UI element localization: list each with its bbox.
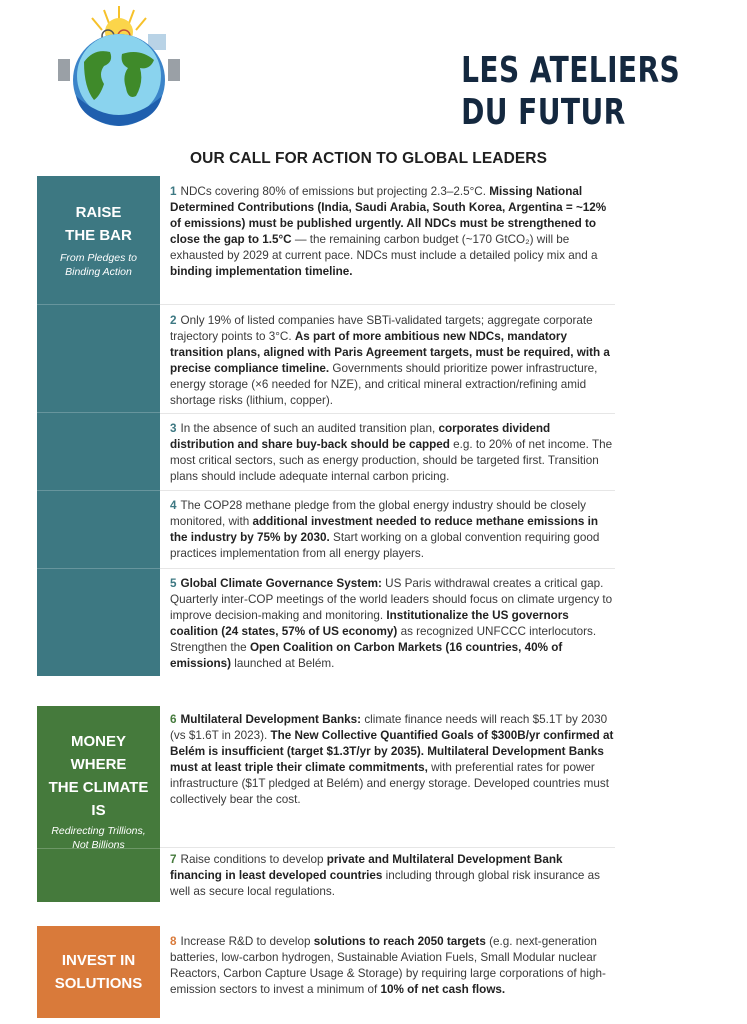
item-number: 6: [170, 713, 177, 726]
logo-globe: [44, 4, 194, 130]
item-text: as recognized UNFCCC interlocutors. Strengthen the: [170, 625, 597, 654]
item-text-bold: binding implementation timeline.: [170, 265, 353, 278]
item-text-bold: private and Multilateral Development Bank financing in least developed countries: [170, 853, 563, 882]
section-heading-line: THE BAR: [65, 227, 132, 244]
brand-line-1: LES ATELIERS: [461, 50, 681, 91]
action-item: [170, 934, 615, 998]
item-text-bold: corporates dividend distribution and share buy-back should be capped: [170, 422, 551, 451]
section-heading-line: RAISE: [75, 204, 122, 221]
brand-line-2: DU FUTUR: [461, 92, 626, 133]
section-heading-line: WHERE: [70, 756, 127, 773]
action-item: [170, 576, 615, 672]
item-text: In the absence of such an audited transition plan,: [180, 422, 439, 435]
item-number: 3: [170, 422, 177, 435]
row-divider: [160, 847, 615, 848]
item-text: Only 19% of listed companies have SBTi-validated targets; aggregate corporate trajectory points to 3°C.: [170, 314, 593, 343]
item-text: Start working on a global convention requiring good practices implementation from all energy players.: [170, 531, 600, 560]
item-text-bold: The New Collective Quantified Goals of $300B/yr confirmed at Belém is insufficient (target $1.3T/yr by 2035). Multilateral Development Banks must at least triple their climate commitments,: [170, 729, 614, 774]
item-text: — the remaining carbon budget (~170 GtCO₂) will be exhausted by 2029 at current pace. NDCs must include a detailed policy mix and a: [170, 233, 598, 262]
action-item: [170, 712, 615, 808]
item-text: Increase R&D to develop: [180, 935, 314, 948]
item-text: (e.g. next-generation batteries, low-carbon hydrogen, Sustainable Aviation Fuels, Small Modular nuclear Reactors, Carbon Capture Usage & Storage) by requiring large corporations of high-emission sectors to invest a minimum of: [170, 935, 606, 996]
action-item: [170, 421, 615, 485]
item-number: 4: [170, 499, 177, 512]
action-item: [170, 498, 615, 562]
section-heading-line: SOLUTIONS: [54, 975, 143, 992]
band-row-divider: [37, 848, 160, 849]
section-subtitle: Redirecting Trillions, Not Billions: [51, 825, 146, 851]
item-number: 1: [170, 185, 177, 198]
section-heading-line: MONEY: [70, 733, 126, 750]
item-text: Governments should prioritize power infrastructure, energy storage (×6 needed for NZE), and critical mineral extraction/refining amid shortage risks (lithium, copper).: [170, 362, 598, 407]
row-divider: [160, 304, 615, 305]
item-text-bold: Missing National Determined Contributions (India, Saudi Arabia, South Korea, Argentina = ~12% of emissions) must be published urgently. All NDCs must be strengthened to close the gap to 1.5°C: [170, 185, 607, 246]
band-row-divider: [37, 490, 160, 491]
band-row-divider: [37, 412, 160, 413]
section-heading-line: IS: [91, 802, 106, 819]
item-text: including through global risk insurance as well as secure local regulations.: [170, 869, 601, 898]
section-heading-line: THE CLIMATE: [48, 779, 149, 796]
section-subtitle: From Pledges to Binding Action: [59, 252, 138, 278]
action-item: [170, 852, 615, 900]
band-row-divider: [37, 304, 160, 305]
action-item: [170, 313, 615, 409]
item-text: launched at Belém.: [231, 657, 335, 670]
item-text: Raise conditions to develop: [180, 853, 327, 866]
row-divider: [160, 490, 615, 491]
item-text: US Paris withdrawal creates a critical gap. Quarterly inter-COP meetings of the world leaders should focus on climate urgency to improve decision-making and monitoring.: [170, 577, 613, 622]
item-text: climate finance needs will reach $5.1T by 2030 (vs $1.6T in 2023).: [170, 713, 608, 742]
section-heading-line: INVEST IN: [61, 952, 136, 969]
item-number: 5: [170, 577, 177, 590]
item-text: with preferential rates for power infrastructure ($1T pledged at Belém) and energy storage. Developed countries must collectively bear the cost.: [170, 761, 609, 806]
section-money-band: [37, 706, 160, 902]
item-number: 2: [170, 314, 177, 327]
item-number: 7: [170, 853, 177, 866]
globe-with-renewable-energy-icon: [44, 4, 194, 130]
item-text-bold: As part of more ambitious new NDCs, mandatory transition plans, aligned with Paris Agreement targets, must be required, with a precise compliance timeline.: [170, 330, 610, 375]
item-text: NDCs covering 80% of emissions but projecting 2.3–2.5°C.: [180, 185, 490, 198]
item-text: e.g. to 20% of net income. The most critical sectors, such as energy production, should be targeted first. Transition plans should include adequate internal carbon pricing.: [170, 438, 613, 483]
item-text-bold: Open Coalition on Carbon Markets (16 countries, 40% of emissions): [170, 641, 563, 670]
item-text: The COP28 methane pledge from the global energy industry should be closely monitored, with: [170, 499, 586, 528]
brand-wordmark: [461, 50, 681, 134]
action-item: [170, 184, 615, 280]
item-text-bold: solutions to reach 2050 targets: [313, 935, 486, 948]
item-text-bold: Global Climate Governance System:: [180, 577, 382, 590]
row-divider: [160, 413, 615, 414]
item-number: 8: [170, 935, 177, 948]
section-raise-the-bar-band: [37, 176, 160, 676]
band-row-divider: [37, 568, 160, 569]
item-text-bold: 10% of net cash flows.: [380, 983, 506, 996]
section-invest-band: [37, 926, 160, 1018]
item-text-bold: Multilateral Development Banks:: [180, 713, 362, 726]
item-text-bold: additional investment needed to reduce methane emissions in the industry by 75% by 2030.: [170, 515, 599, 544]
item-text-bold: Institutionalize the US governors coalition (24 states, 57% of US economy): [170, 609, 569, 638]
page-title: OUR CALL FOR ACTION TO GLOBAL LEADERS: [190, 150, 548, 167]
row-divider: [160, 568, 615, 569]
